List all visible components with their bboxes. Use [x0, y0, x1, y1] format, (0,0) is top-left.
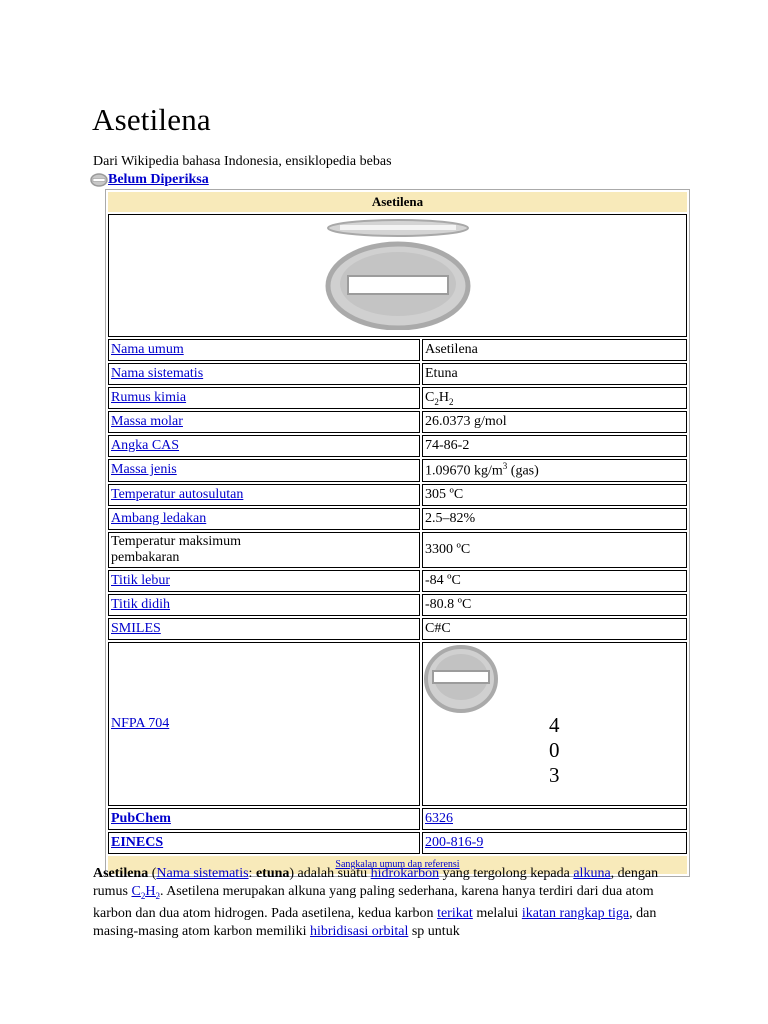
infobox-row	[108, 618, 687, 640]
label-temperatur-maksimum: Temperatur maksimum pembakaran	[108, 532, 420, 568]
infobox-row	[108, 363, 687, 385]
nfpa-reactivity: 0	[549, 737, 560, 762]
missing-image-icon	[90, 173, 108, 187]
value-angka-cas: 74-86-2	[422, 435, 687, 457]
infobox-row	[108, 832, 687, 854]
review-status	[90, 172, 209, 188]
value-smiles: C#C	[422, 618, 687, 640]
value-titik-lebur: -84 ºC	[422, 570, 687, 592]
link-formula[interactable]: $C_2H_2$	[131, 884, 160, 901]
infobox-row	[108, 594, 687, 616]
value-ambang-ledakan: 2.5–82%	[422, 508, 687, 530]
label-titik-lebur[interactable]: Titik lebur	[111, 572, 170, 588]
value-massa-molar: 26.0373 g/mol	[422, 411, 687, 433]
infobox-row	[108, 508, 687, 530]
link-ikatan-rangkap-tiga[interactable]: ikatan rangkap tiga	[521, 905, 630, 921]
structure-image-cell	[108, 214, 687, 337]
article-intro: Asetilena (Nama sistematis: etuna) adalah suatu hidrokarbon yang tergolong kepada alkuna, dengan rumus $C_2H_2$. Asetilena merupakan alkuna yang paling sederhana, karena hanya terdiri dari dua atom karbon dan dua atom hidrogen. Pada asetilena, kedua karbon terikat melalui ikatan rangkap tiga, dan masing-masing atom karbon memiliki hibridisasi orbital sp untuk	[93, 866, 659, 939]
label-massa-molar[interactable]: Massa molar	[111, 414, 183, 429]
infobox-row	[108, 339, 687, 361]
infobox-row	[108, 411, 687, 433]
value-rumus-kimia: $C_2H_2$	[422, 387, 687, 409]
infobox-row-nfpa	[108, 642, 687, 806]
label-pubchem[interactable]: PubChem	[111, 810, 171, 826]
value-pubchem[interactable]: 6326	[425, 810, 453, 826]
infobox-row	[108, 532, 687, 568]
article-etuna: etuna	[255, 866, 290, 881]
nfpa-flammability: 3	[549, 762, 560, 787]
missing-image-icon	[318, 216, 478, 330]
label-rumus-kimia[interactable]: Rumus kimia	[111, 390, 187, 405]
label-nama-umum[interactable]: Nama umum	[111, 342, 184, 357]
infobox-row	[108, 459, 687, 482]
label-nfpa-704[interactable]: NFPA 704	[111, 715, 170, 731]
value-titik-didih: -80.8 ºC	[422, 594, 687, 616]
infobox-title: Asetilena	[108, 192, 687, 212]
review-status-link[interactable]: Belum Diperiksa	[108, 172, 209, 187]
infobox-row	[108, 570, 687, 592]
infobox-row	[108, 808, 687, 830]
label-angka-cas[interactable]: Angka CAS	[111, 438, 180, 453]
value-nama-umum: Asetilena	[422, 339, 687, 361]
article-term: Asetilena	[93, 866, 149, 881]
nfpa-health: 4	[549, 712, 560, 737]
label-nama-sistematis[interactable]: Nama sistematis	[111, 366, 204, 381]
page-title: Asetilena	[92, 102, 211, 137]
value-temperatur-autosulutan: 305 ºC	[422, 484, 687, 506]
infobox-row	[108, 435, 687, 457]
link-alkuna[interactable]: alkuna	[573, 866, 611, 881]
label-ambang-ledakan[interactable]: Ambang ledakan	[111, 510, 207, 526]
value-einecs[interactable]: 200-816-9	[425, 834, 484, 850]
infobox-row	[108, 387, 687, 409]
label-einecs[interactable]: EINECS	[111, 834, 164, 850]
value-nama-sistematis: Etuna	[422, 363, 687, 385]
link-nama-sistematis[interactable]: Nama sistematis	[156, 866, 249, 881]
link-hidrokarbon[interactable]: hidrokarbon	[370, 866, 440, 881]
chem-infobox	[105, 189, 690, 877]
infobox-row	[108, 484, 687, 506]
page-subtitle: Dari Wikipedia bahasa Indonesia, ensiklopedia bebas	[93, 154, 392, 169]
value-massa-jenis: 1.09670 $kg/m^3$ (gas)	[422, 459, 687, 482]
missing-image-icon	[423, 643, 499, 719]
disclaimer-link[interactable]: Sangkalan umum dan referensi	[335, 859, 460, 871]
label-smiles[interactable]: SMILES	[111, 620, 161, 636]
link-terikat[interactable]: terikat	[437, 905, 473, 921]
link-hibridisasi-orbital[interactable]: hibridisasi orbital	[309, 923, 409, 939]
label-massa-jenis[interactable]: Massa jenis	[111, 462, 177, 478]
value-temperatur-maksimum: 3300 ºC	[422, 532, 687, 568]
label-titik-didih[interactable]: Titik didih	[111, 596, 171, 612]
nfpa-diamond-cell	[422, 642, 687, 806]
label-temperatur-autosulutan[interactable]: Temperatur autosulutan	[111, 486, 244, 502]
